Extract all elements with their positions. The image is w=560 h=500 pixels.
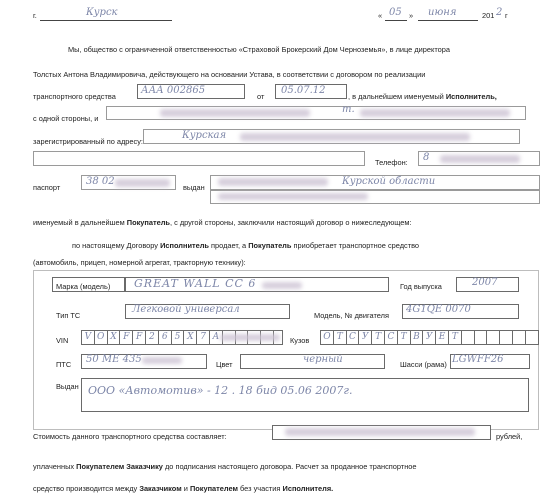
phone-label: Телефон:: [375, 158, 408, 167]
cost-currency: рублей,: [496, 432, 523, 441]
phone-handwriting: 8: [423, 152, 430, 163]
engine-value: 4G1QE 0070: [406, 304, 471, 315]
engine-label: Модель, № двигателя: [314, 311, 389, 320]
city-underline: [40, 20, 172, 21]
redacted-cost: [285, 428, 475, 436]
buyer-clause: именуемый в дальнейшем Покупатель, с другой стороны, заключили настоящий договор о нижеследующем:: [33, 218, 412, 227]
body-char: Т: [398, 331, 411, 344]
payment-line-1: уплаченных Покупателем Заказчику до подписания настоящего договора. Расчет за проданное транспортное: [33, 462, 417, 471]
pts-value: 50 МЕ 435: [86, 354, 142, 365]
day-underline: [385, 20, 407, 21]
address-box-2: [33, 151, 365, 166]
body-char: О: [321, 331, 334, 344]
vin-char: 6: [159, 331, 172, 344]
vin-char: 5: [172, 331, 185, 344]
vin-char: O: [95, 331, 108, 344]
redacted-vin: [220, 334, 280, 341]
vin-char: X: [184, 331, 197, 344]
vin-char: F: [120, 331, 133, 344]
sale-clause-line-2: (автомобиль, прицеп, номерной агрегат, тракторную технику):: [33, 258, 246, 267]
redacted-make: [262, 282, 302, 289]
date-quote-close: »: [409, 11, 414, 20]
body-char: С: [385, 331, 398, 344]
year-label: Год выпуска: [400, 282, 442, 291]
body-char: У: [423, 331, 436, 344]
redacted-buyer-name-2: [360, 109, 510, 117]
vehicle-issued-label: Выдан: [56, 382, 79, 391]
body-cell-empty: [500, 331, 513, 344]
cost-label: Стоимость данного транспортного средства составляет:: [33, 432, 227, 441]
body-char: Т: [334, 331, 347, 344]
preamble-line-3-prefix: транспортного средства: [33, 92, 116, 101]
pts-label: ПТС: [56, 360, 72, 369]
date-day: 05: [389, 7, 402, 18]
buyer-name-handwriting: т.: [342, 104, 355, 115]
passport-label: паспорт: [33, 183, 61, 192]
contract-from-label: от: [257, 92, 265, 101]
body-char: У: [359, 331, 372, 344]
redacted-buyer-name: [160, 109, 310, 117]
body-cells: [321, 331, 526, 344]
vin-label: VIN: [56, 336, 69, 345]
redacted-issuer: [218, 178, 328, 186]
body-cell-empty: [487, 331, 500, 344]
body-cell-empty: [513, 331, 526, 344]
redacted-passport: [115, 179, 170, 187]
address-label: зарегистрированный по адресу:: [33, 137, 143, 146]
redacted-pts: [142, 357, 182, 364]
body-char: Т: [449, 331, 462, 344]
body-char: Т: [372, 331, 385, 344]
date-year-digit: 2: [496, 7, 503, 18]
preamble-line-1: Мы, общество с ограниченной ответственностью «Страховой Брокерский Дом Черноземья», в лице директора: [68, 45, 450, 54]
make-label: Марка (модель): [56, 282, 111, 291]
contract-date: 05.07.12: [281, 85, 326, 96]
preamble-line-4: с одной стороны, и: [33, 114, 99, 123]
vin-char: 7: [197, 331, 210, 344]
body-cell-empty: [462, 331, 475, 344]
passport-handwriting: 38 02: [86, 176, 115, 187]
date-quote-open: «: [378, 11, 383, 20]
vin-char: V: [82, 331, 95, 344]
color-value: черный: [303, 354, 343, 365]
color-label: Цвет: [216, 360, 233, 369]
address-handwriting: Курская: [182, 130, 227, 141]
type-label: Тип ТС: [56, 311, 81, 320]
body-char: В: [411, 331, 424, 344]
month-underline: [418, 20, 478, 21]
city-prefix: г.: [33, 11, 37, 20]
chassis-label: Шасси (рама): [400, 360, 447, 369]
date-year-prefix: 201: [482, 11, 495, 20]
vehicle-issued-value: ООО «Автомотив» - 12 . 18 бид 05.06 2007г.: [88, 384, 353, 397]
preamble-line-2: Толстых Антона Владимировича, действующего на основании Устава, в соответствии с договором по реализации: [33, 70, 426, 79]
preamble-line-3-suffix: , в дальнейшем именуемый Исполнитель,: [348, 92, 497, 101]
vin-char: F: [133, 331, 146, 344]
vin-char: A: [210, 331, 223, 344]
chassis-value: LGWFF26: [452, 354, 504, 365]
year-value: 2007: [472, 277, 498, 288]
date-month: июня: [428, 7, 457, 18]
body-char: С: [347, 331, 360, 344]
date-year-suffix: г: [505, 11, 508, 20]
body-char: Е: [436, 331, 449, 344]
passport-issued-handwriting: Курской области: [342, 176, 436, 187]
sale-clause-line-1: по настоящему Договору Исполнитель продает, а Покупатель приобретает транспортное средство: [72, 241, 420, 250]
payment-line-2: средство производится между Заказчиком и Покупателем без участия Исполнителя.: [33, 484, 334, 493]
type-value: Легковой универсал: [132, 304, 240, 315]
redacted-issuer-2: [218, 193, 368, 200]
vin-char: X: [108, 331, 121, 344]
make-value: GREAT WALL CC 6: [134, 277, 257, 290]
passport-issued-label: выдан: [183, 183, 205, 192]
redacted-address: [240, 133, 470, 141]
body-cell-empty: [475, 331, 488, 344]
contract-number: ААА 002865: [141, 85, 206, 96]
vin-char: 2: [146, 331, 159, 344]
city-value: Курск: [86, 7, 118, 18]
redacted-phone: [440, 155, 520, 163]
body-label: Кузов: [290, 336, 310, 345]
